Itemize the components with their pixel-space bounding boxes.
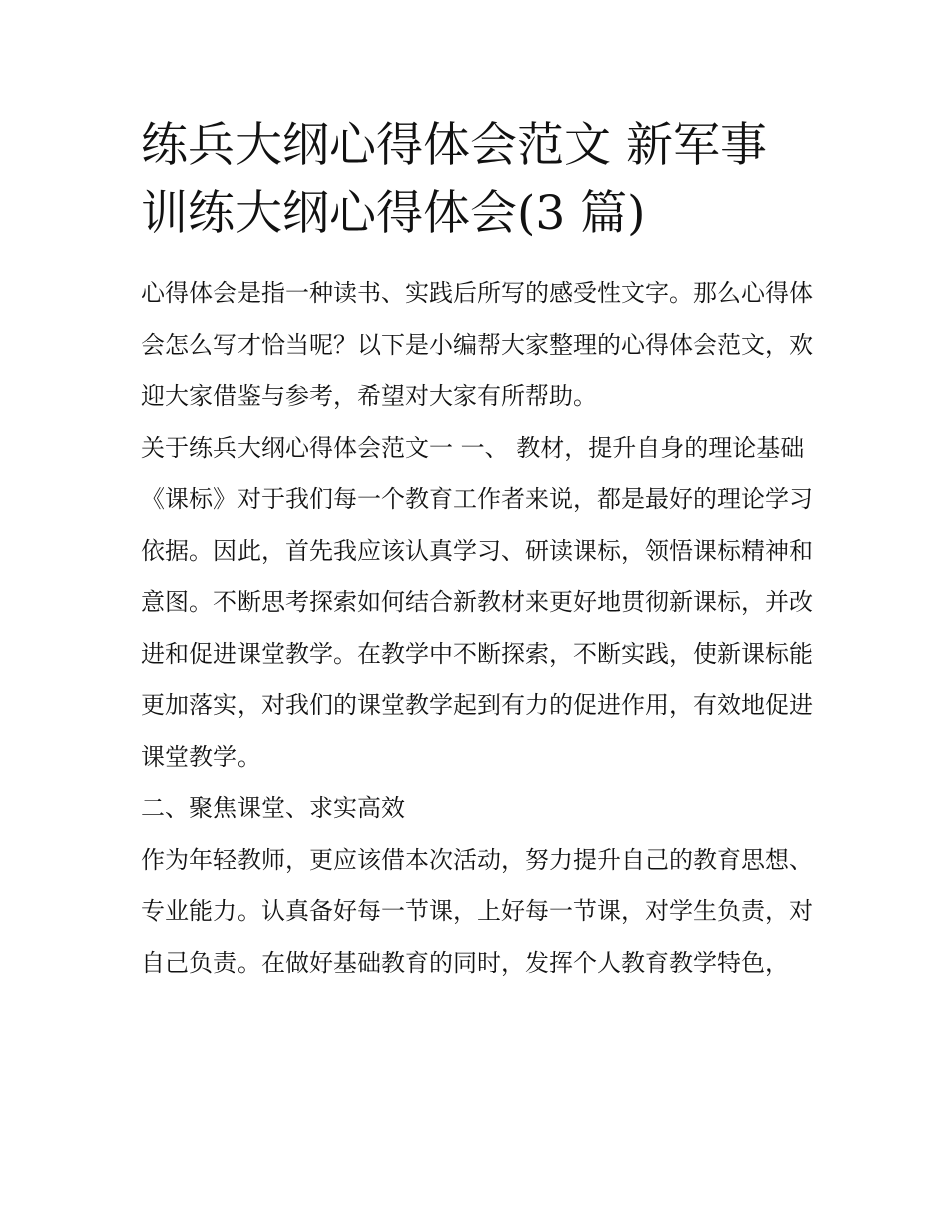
paragraph-intro: 心得体会是指一种读书、实践后所写的感受性文字。那么心得体会怎么写才恰当呢？以下是小编帮大家整理的心得体会范文，欢迎大家借鉴与参考，希望对大家有所帮助。 [141, 279, 813, 410]
paragraph-young-teacher: 作为年轻教师，更应该借本次活动，努力提升自己的教育思想、专业能力。认真备好每一节课，上好每一节课，对学生负责，对自己负责。在做好基础教育的同时，发挥个人教育教学特色， [141, 845, 813, 977]
paragraph-section-two-heading: 二、聚焦课堂、求实高效 [141, 794, 405, 822]
document-content [141, 112, 813, 989]
document-title: 练兵大纲心得体会范文 新军事训练大纲心得体会(3 篇) [141, 118, 767, 241]
paragraph-section-one-heading: 关于练兵大纲心得体会范文一 一、 教材，提升自身的理论基础 [141, 433, 805, 462]
paragraph-curriculum: 《课标》对于我们每一个教育工作者来说，都是最好的理论学习依据。因此，首先我应该认真学习、研读课标，领悟课标精神和意图。不断思考探索如何结合新教材来更好地贯彻新课标，并改进和促进课堂教学。在教学中不断探索，不断实践，使新课标能更加落实，对我们的课堂教学起到有力的促进作用，有效地促进课堂教学。 [141, 485, 813, 771]
title-block [141, 112, 813, 248]
